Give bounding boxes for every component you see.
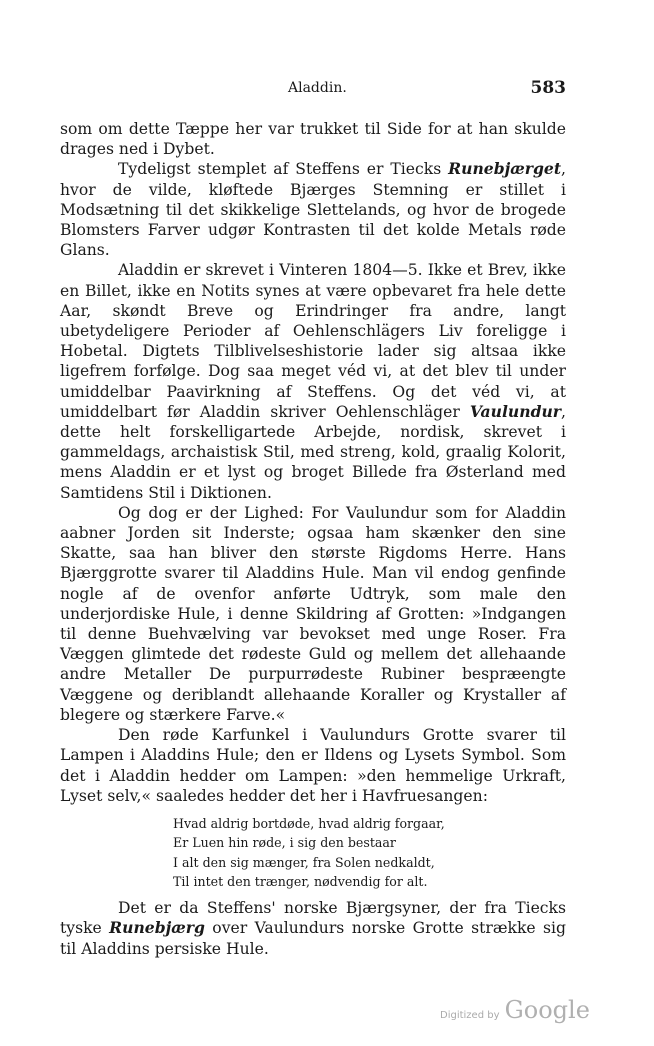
- verse-line: Er Luen hin røde, i sig den bestaar: [173, 835, 396, 851]
- running-title: Aladdin.: [288, 80, 347, 96]
- page-header: [60, 80, 566, 100]
- title-runebjaerg: Runebjærg: [109, 918, 205, 938]
- title-vaulundur: Vaulundur: [469, 401, 562, 421]
- paragraph-5: [60, 725, 566, 806]
- text-segment: , hvor de vilde, kløftede Bjærges Stemning er stillet i Modsætning til det skikkelige Slettelands, og hvor de brogede Blomsters Farver udgør Kontrasten til det kolde Metals røde Glans.: [60, 160, 566, 260]
- watermark-prefix: Digitized by: [440, 1010, 500, 1021]
- verse-line: I alt den sig mænger, fra Solen nedkaldt,: [173, 854, 435, 870]
- verse-block: [173, 814, 566, 891]
- text-segment: Den røde Karfunkel i Vaulundurs Grotte svarer til Lampen i Aladdins Hule; den er Ildens og Lysets Symbol. Som det i Aladdin hedder om Lampen: »den hemmelige Urkraft, Lyset selv,« saaledes hedder det her i Havfruesangen:: [60, 726, 566, 805]
- paragraph-3: [60, 260, 566, 502]
- title-runebjaerget: Runebjærget: [448, 159, 562, 179]
- google-logo: Google: [504, 996, 590, 1024]
- paragraph-2: [60, 159, 566, 260]
- verse-line: Til intet den trænger, nødvendig for alt.: [173, 873, 428, 889]
- verse-line: Hvad aldrig bortdøde, hvad aldrig forgaar,: [173, 815, 445, 831]
- text-segment: som om dette Tæppe her var trukket til Side for at han skulde drages ned i Dybet.: [60, 120, 566, 159]
- text-segment: , dette helt forskelligartede Arbejde, nordisk, skrevet i gammeldags, archaistisk Stil, med streng, kold, graalig Kolorit, mens Aladdin er et lyst og broget Billede fra Østerland med Samtidens Stil i Diktionen.: [60, 402, 566, 502]
- page-body: [60, 119, 566, 959]
- paragraph-4: [60, 503, 566, 725]
- paragraph-6: [60, 898, 566, 959]
- page-number: 583: [530, 78, 566, 98]
- digitized-watermark: [440, 996, 590, 1024]
- text-segment: Det er da Steffens' norske Bjærgsyner, der fra Tiecks tyske: [60, 899, 566, 938]
- text-segment: Og dog er der Lighed: For Vaulundur som for Aladdin aabner Jorden sit Inderste; ogsaa ham skænker den sine Skatte, saa han bliver den største Rigdoms Herre. Hans Bjærggrotte svarer til Aladdins Hule. Man vil endog genfinde nogle af de ovenfor anførte Udtryk, som male den underjordiske Hule, i denne Skildring af Grotten: »Indgangen til denne Buehvælving var bevokset med unge Roser. Fra Væggen glimtede det rødeste Guld og mellem det allehaande andre Metaller De purpurrødeste Rubiner bespræengte Væggene og deriblandt allehaande Koraller og Krystaller af blegere og stærkere Farve.«: [60, 503, 566, 724]
- text-segment: over Vaulundurs norske Grotte strække sig til Aladdins persiske Hule.: [60, 919, 566, 958]
- paragraph-1: [60, 119, 566, 159]
- text-segment: Aladdin er skrevet i Vinteren 1804—5. Ikke et Brev, ikke en Billet, ikke en Notits synes at være opbevaret fra hele dette Aar, skøndt Breve og Erindringer fra andre, langt ubetydeligere Perioder af Oehlenschlägers Liv foreligge i Hobetal. Digtets Tilblivelseshistorie lader sig altsaa ikke ligefrem forfølge. Dog saa meget véd vi, at det blev til under umiddelbar Paavirkning af Steffens. Og det véd vi, at umiddelbart før Aladdin skriver Oehlenschläger: [60, 261, 566, 421]
- text-segment: Tydeligst stemplet af Steffens er Tiecks: [118, 160, 449, 179]
